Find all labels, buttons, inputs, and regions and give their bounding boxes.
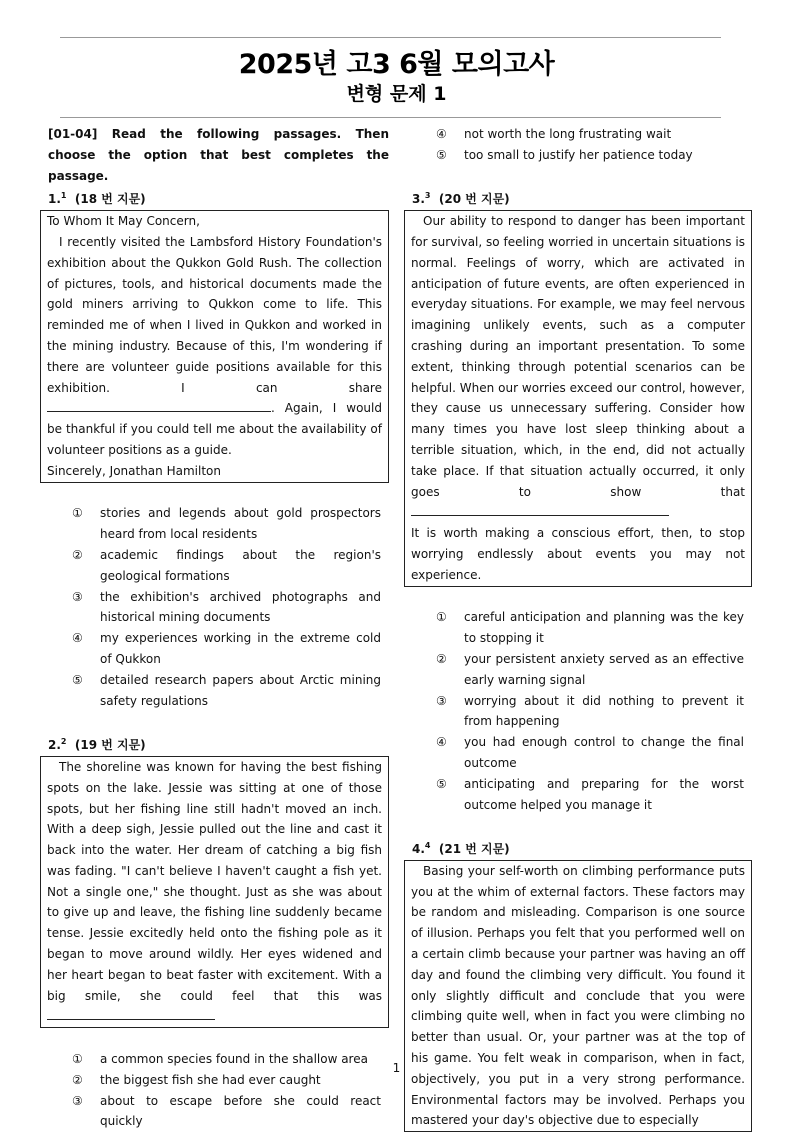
passage-text: . Again, I would be thankful if you could tell me about the availability of volunteer positions as a guide. (47, 401, 382, 457)
answer-blank (47, 398, 271, 412)
question-2-header: 2.$^2$ (19 번 지문) (48, 737, 146, 753)
letter-closing: Sincerely, Jonathan Hamilton (47, 463, 221, 478)
option-1[interactable]: ① stories and legends about gold prospectors heard from local residents (72, 506, 381, 542)
question-4-header: 4.$^4$ (21 번 지문) (412, 841, 510, 857)
option-4[interactable]: ④ not worth the long frustrating wait (436, 127, 672, 141)
passage-text: Basing your self-worth on climbing performance puts you at the whim of external factors. These factors may be random and misleading. Comparison is one source of illusion. Perhaps you felt that you performed well on a certain climb because your partner was having an off day and found the climbing very difficult. You found it only slightly difficult and conclude that you were climbing quite well, when in fact you were climbing no better than usual. Or, your partner was at the top of his game. You felt weak in comparison, when in fact, objectively, you put in a very strong performance. Environmental factors may be involved. Perhaps you mastered your day's objective due to especially (411, 863, 745, 1128)
answer-blank (47, 1006, 215, 1020)
page-subtitle: 변형 문제 1 (346, 83, 447, 105)
option-4[interactable]: ④ you had enough control to change the final outcome (436, 735, 744, 770)
option-2[interactable]: ② the biggest fish she had ever caught (72, 1072, 321, 1087)
left-column (40, 124, 389, 1132)
instructions: [01-04] Read the following passages. Then choose the option that best completes the passage. (48, 127, 389, 183)
top-rule (60, 37, 721, 38)
option-2[interactable]: ② your persistent anxiety served as an effective early warning signal (436, 651, 744, 687)
option-5[interactable]: ⑤ too small to justify her patience today (436, 147, 693, 162)
passage-text: I recently visited the Lambsford History Foundation's exhibition about the Qukkon Gold Rush. The collection of pictures, tools, and historical documents made the gold miners arriving to Qukkon come to life. This reminded me of when I lived in Qukkon and worked in the mining industry. Because of this, I'm wondering if there are volunteer guide positions available for this exhibition. I can share (47, 234, 382, 395)
question-2-options-part2 (404, 124, 752, 166)
question-4-passage (404, 860, 752, 1132)
passage-text: Our ability to respond to danger has been important for survival, so feeling worried in uncertain situations is normal. Feelings of worry, which are activated in anticipation of future events, are often experienced in everyday situations. For example, we may feel nervous imagining unlikely events, such as a computer crashing during an important presentation. To some extent, thinking through potential scenarios can be helpful. When our worries exceed our control, however, they cause us unnecessary suffering. Consider how many times you have lost sleep thinking about a terrible situation, which, in the end, did not actually take place. If that situation actually occurred, it only goes to show that (411, 214, 745, 499)
right-column (404, 124, 752, 1132)
question-1-options (40, 503, 389, 711)
option-1[interactable]: ① a common species found in the shallow area (72, 1052, 368, 1067)
question-3-passage (404, 210, 752, 586)
passage-text: The shoreline was known for having the best fishing spots on the lake. Jessie was sitting at one of those spots, but her fishing line still hadn't moved an inch. With a deep sigh, Jessie pulled out the line and cast it back into the water. Her dream of catching a big fish was fading. "I can't believe I haven't caught a fish yet. Not a single one," she thought. Just as she was about to give up and leave, the fishing line suddenly became tense. Jessie excitedly held onto the fishing pole as it began to move around wildly. Her eyes widened and her heart began to beat faster with excitement. With a big smile, she could feel that this was (47, 759, 382, 1003)
option-1[interactable]: ① careful anticipation and planning was the key to stopping it (436, 610, 744, 646)
option-5[interactable]: ⑤ anticipating and preparing for the worst outcome helped you manage it (436, 776, 744, 812)
option-4[interactable]: ④ my experiences working in the extreme cold of Qukkon (72, 631, 381, 666)
option-3[interactable]: ③ the exhibition's archived photographs and historical mining documents (72, 589, 381, 625)
question-2-passage (40, 756, 389, 1028)
option-3[interactable]: ③ worrying about it did nothing to prevent it from happening (436, 693, 744, 729)
header-rule (60, 117, 721, 118)
page-title: 2025년 고3 6월 모의고사 (238, 49, 555, 80)
question-3-header: 3.$^3$ (20 번 지문) (412, 191, 510, 207)
option-2[interactable]: ② academic findings about the region's geological formations (72, 547, 381, 583)
answer-blank (411, 502, 669, 516)
option-3[interactable]: ③ about to escape before she could react quickly (72, 1093, 381, 1129)
question-3-options (404, 607, 752, 815)
passage-text: It is worth making a conscious effort, then, to stop worrying endlessly about events you may not experience. (411, 526, 745, 582)
question-1-passage (40, 210, 389, 482)
letter-salutation: To Whom It May Concern, (47, 214, 200, 229)
option-5[interactable]: ⑤ detailed research papers about Arctic mining safety regulations (72, 672, 381, 708)
question-1-header: 1.$^1$ (18 번 지문) (48, 191, 146, 207)
page-number: 1 (392, 1061, 401, 1075)
